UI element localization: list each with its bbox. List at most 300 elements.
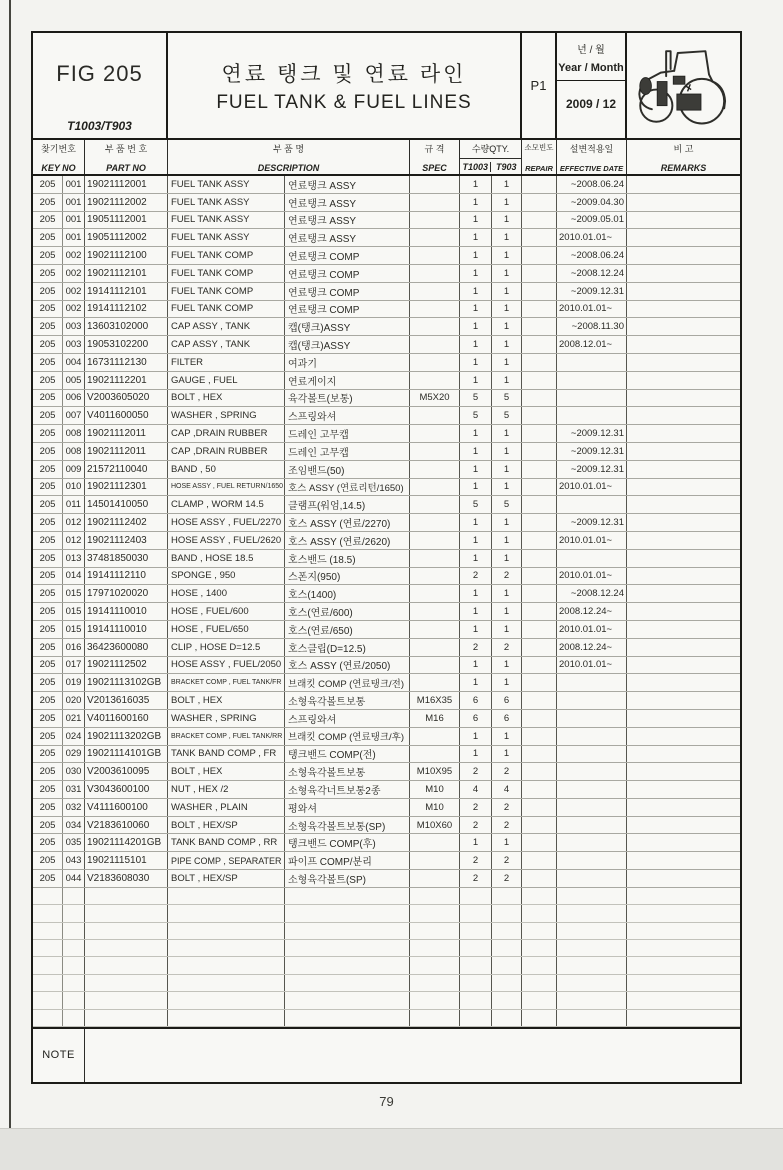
cell-qty-t903: 1 — [492, 283, 522, 300]
cell-key-no: 205 — [33, 621, 63, 638]
cell-effective-date — [557, 746, 627, 763]
cell-description-korean: 스프링와셔 — [285, 407, 410, 424]
cell-repair — [522, 425, 557, 442]
cell-repair — [522, 461, 557, 478]
cell-description-korean: 연료탱크 ASSY — [285, 212, 410, 229]
cell-repair — [522, 674, 557, 691]
cell-spec: M10X95 — [410, 763, 460, 780]
cell-spec — [410, 194, 460, 211]
cell-description-korean: 소형육각볼트보통 — [285, 692, 410, 709]
table-row — [33, 657, 740, 675]
column-header-description-ko: 부 품 명 — [272, 144, 305, 154]
cell-remarks — [627, 870, 740, 887]
cell-key-no: 205 — [33, 176, 63, 193]
cell-part-no: 19021113202GB — [85, 728, 168, 745]
page-title-korean: 연료 탱크 및 연료 라인 — [221, 62, 467, 86]
note-row — [33, 1027, 740, 1082]
cell-effective-date: 2010.01.01~ — [557, 301, 627, 318]
cell-remarks — [627, 603, 740, 620]
cell-qty-t903: 1 — [492, 318, 522, 335]
cell-key-sub-no: 020 — [63, 692, 85, 709]
cell-qty-t1003: 1 — [460, 674, 492, 691]
cell-description-korean-empty — [285, 975, 410, 991]
cell-effective-date: ~2009.04.30 — [557, 194, 627, 211]
cell-qty-t903: 1 — [492, 532, 522, 549]
cell-key-no: 205 — [33, 834, 63, 851]
cell-spec — [410, 621, 460, 638]
cell-description-english: BRACKET COMP , FUEL TANK/FR — [168, 674, 285, 691]
cell-qty-t1003: 2 — [460, 639, 492, 656]
cell-repair — [522, 336, 557, 353]
year-month-value: 2009 / 12 — [565, 97, 617, 111]
cell-effective-date: ~2009.12.31 — [557, 425, 627, 442]
cell-effective-date — [557, 781, 627, 798]
cell-key-no: 205 — [33, 283, 63, 300]
cell-description-english: FUEL TANK ASSY — [168, 176, 285, 193]
cell-qty-t1003: 1 — [460, 728, 492, 745]
cell-key-no: 205 — [33, 852, 63, 869]
cell-effective-date-empty — [557, 957, 627, 973]
cell-spec — [410, 229, 460, 246]
empty-table-row — [33, 992, 740, 1009]
cell-effective-date-empty — [557, 940, 627, 956]
cell-qty-t1003: 1 — [460, 176, 492, 193]
cell-spec — [410, 176, 460, 193]
cell-qty-t903: 1 — [492, 585, 522, 602]
cell-spec-empty — [410, 975, 460, 991]
cell-key-sub-no: 001 — [63, 212, 85, 229]
cell-description-english: CAP ,DRAIN RUBBER — [168, 443, 285, 460]
cell-description-korean: 호스 ASSY (연료리턴/1650) — [285, 479, 410, 496]
table-row — [33, 354, 740, 372]
cell-qty-t1003: 6 — [460, 710, 492, 727]
cell-description-english: HOSE , FUEL/650 — [168, 621, 285, 638]
cell-remarks — [627, 746, 740, 763]
cell-repair — [522, 194, 557, 211]
cell-spec: M5X20 — [410, 390, 460, 407]
cell-spec-empty — [410, 905, 460, 921]
cell-description-english-empty — [168, 940, 285, 956]
cell-key-no: 205 — [33, 407, 63, 424]
cell-description-korean: 탱크밴드 COMP(전) — [285, 746, 410, 763]
table-row — [33, 443, 740, 461]
cell-remarks — [627, 817, 740, 834]
cell-qty-t1003: 1 — [460, 229, 492, 246]
cell-description-english: WASHER , SPRING — [168, 407, 285, 424]
cell-repair — [522, 265, 557, 282]
cell-remarks — [627, 621, 740, 638]
cell-remarks — [627, 194, 740, 211]
cell-repair — [522, 781, 557, 798]
cell-part-no: 19021112011 — [85, 425, 168, 442]
page-code: P1 — [522, 33, 557, 138]
cell-remarks — [627, 550, 740, 567]
cell-key-sub-no: 011 — [63, 496, 85, 513]
cell-effective-date: ~2009.12.31 — [557, 443, 627, 460]
cell-spec — [410, 425, 460, 442]
header-band — [33, 33, 740, 140]
cell-key-sub-no: 044 — [63, 870, 85, 887]
cell-repair — [522, 301, 557, 318]
cell-qty-t903: 1 — [492, 443, 522, 460]
table-row — [33, 817, 740, 835]
cell-key-no: 205 — [33, 657, 63, 674]
cell-qty-t903: 2 — [492, 817, 522, 834]
cell-key-sub-no: 003 — [63, 336, 85, 353]
cell-description-korean: 연료게이지 — [285, 372, 410, 389]
column-header-remarks-ko: 비 고 — [673, 144, 694, 154]
cell-repair — [522, 710, 557, 727]
cell-key-sub-no: 015 — [63, 585, 85, 602]
cell-key-sub-no: 006 — [63, 390, 85, 407]
cell-key-sub-no: 003 — [63, 318, 85, 335]
table-row — [33, 247, 740, 265]
cell-repair-empty — [522, 905, 557, 921]
cell-qty-t1003-empty — [460, 905, 492, 921]
cell-qty-t903: 2 — [492, 799, 522, 816]
cell-qty-t1003: 1 — [460, 425, 492, 442]
table-row — [33, 763, 740, 781]
cell-qty-t903: 1 — [492, 621, 522, 638]
table-row — [33, 692, 740, 710]
cell-description-korean: 소형육각볼트보통 — [285, 763, 410, 780]
table-row — [33, 870, 740, 888]
cell-remarks-empty — [627, 940, 740, 956]
cell-spec — [410, 265, 460, 282]
cell-part-no: 36423600080 — [85, 639, 168, 656]
cell-key-no-empty — [33, 940, 63, 956]
title-box — [168, 33, 522, 138]
cell-part-no-empty — [85, 888, 168, 904]
cell-qty-t1003: 1 — [460, 443, 492, 460]
column-header-spec-en: SPEC — [422, 163, 447, 173]
cell-effective-date — [557, 354, 627, 371]
cell-key-sub-no: 008 — [63, 443, 85, 460]
cell-description-english: BAND , HOSE 18.5 — [168, 550, 285, 567]
cell-repair-empty — [522, 992, 557, 1008]
cell-qty-t903: 2 — [492, 870, 522, 887]
cell-description-korean: 파이프 COMP/분리 — [285, 852, 410, 869]
cell-part-no: V3043600100 — [85, 781, 168, 798]
cell-description-korean: 호스 ASSY (연료/2620) — [285, 532, 410, 549]
cell-remarks — [627, 692, 740, 709]
cell-qty-t1003: 1 — [460, 212, 492, 229]
table-row — [33, 194, 740, 212]
cell-key-sub-no: 016 — [63, 639, 85, 656]
cell-qty-t1003-empty — [460, 940, 492, 956]
table-row — [33, 176, 740, 194]
cell-key-sub-no: 024 — [63, 728, 85, 745]
cell-effective-date: 2010.01.01~ — [557, 657, 627, 674]
cell-spec — [410, 870, 460, 887]
cell-spec — [410, 407, 460, 424]
cell-key-no: 205 — [33, 372, 63, 389]
empty-table-row — [33, 957, 740, 974]
cell-remarks — [627, 372, 740, 389]
cell-description-korean: 브래킷 COMP (연료탱크/후) — [285, 728, 410, 745]
table-row — [33, 407, 740, 425]
cell-spec — [410, 301, 460, 318]
cell-key-no: 205 — [33, 639, 63, 656]
cell-effective-date: ~2009.12.31 — [557, 283, 627, 300]
cell-spec: M16X35 — [410, 692, 460, 709]
cell-key-sub-no: 014 — [63, 568, 85, 585]
cell-part-no: 19053102200 — [85, 336, 168, 353]
table-row — [33, 674, 740, 692]
cell-remarks — [627, 710, 740, 727]
cell-effective-date: ~2008.06.24 — [557, 247, 627, 264]
cell-part-no-empty — [85, 957, 168, 973]
cell-remarks — [627, 425, 740, 442]
figure-box — [33, 33, 168, 138]
table-row — [33, 461, 740, 479]
cell-qty-t1003: 6 — [460, 692, 492, 709]
cell-remarks — [627, 728, 740, 745]
cell-description-korean: 호스밴드 (18.5) — [285, 550, 410, 567]
cell-effective-date — [557, 407, 627, 424]
table-row — [33, 710, 740, 728]
cell-description-korean: 평와셔 — [285, 799, 410, 816]
cell-qty-t903: 5 — [492, 407, 522, 424]
cell-qty-t1003: 1 — [460, 301, 492, 318]
table-row — [33, 301, 740, 319]
cell-key-no-empty — [33, 888, 63, 904]
cell-part-no: V2183610060 — [85, 817, 168, 834]
cell-description-english: BOLT , HEX/SP — [168, 817, 285, 834]
cell-key-sub-no: 032 — [63, 799, 85, 816]
cell-description-korean: 소형육각볼트(SP) — [285, 870, 410, 887]
page-number: 79 — [379, 1094, 394, 1109]
table-row — [33, 496, 740, 514]
cell-qty-t903-empty — [492, 1010, 522, 1026]
cell-description-korean: 호스(연료/650) — [285, 621, 410, 638]
figure-number: FIG 205 — [56, 61, 143, 86]
column-header-key-no-ko: 찾기번호 — [41, 144, 76, 154]
cell-key-no: 205 — [33, 496, 63, 513]
cell-qty-t1003: 1 — [460, 746, 492, 763]
cell-qty-t1003-empty — [460, 957, 492, 973]
cell-qty-t1003: 2 — [460, 852, 492, 869]
cell-key-no: 205 — [33, 763, 63, 780]
cell-repair — [522, 407, 557, 424]
table-body — [33, 176, 740, 888]
cell-effective-date: ~2008.12.24 — [557, 265, 627, 282]
cell-key-no: 205 — [33, 336, 63, 353]
cell-repair — [522, 870, 557, 887]
column-header-remarks-en: REMARKS — [660, 163, 707, 173]
cell-remarks — [627, 585, 740, 602]
cell-qty-t1003: 1 — [460, 621, 492, 638]
cell-remarks-empty — [627, 1010, 740, 1026]
cell-qty-t903: 1 — [492, 336, 522, 353]
cell-key-sub-no-empty — [63, 1010, 85, 1026]
table-row — [33, 852, 740, 870]
table-row — [33, 585, 740, 603]
cell-key-no: 205 — [33, 568, 63, 585]
cell-description-korean-empty — [285, 992, 410, 1008]
cell-remarks — [627, 639, 740, 656]
cell-key-sub-no: 012 — [63, 532, 85, 549]
cell-effective-date — [557, 496, 627, 513]
cell-part-no-empty — [85, 975, 168, 991]
column-header-repair-en: REPAIR — [525, 164, 553, 173]
cell-spec-empty — [410, 1010, 460, 1026]
cell-description-english-empty — [168, 1010, 285, 1026]
cell-key-sub-no: 002 — [63, 301, 85, 318]
cell-description-english: WASHER , SPRING — [168, 710, 285, 727]
cell-key-no: 205 — [33, 212, 63, 229]
cell-description-korean-empty — [285, 1010, 410, 1026]
cell-part-no: 19141112102 — [85, 301, 168, 318]
cell-key-no: 205 — [33, 301, 63, 318]
table-row — [33, 746, 740, 764]
cell-part-no: 37481850030 — [85, 550, 168, 567]
cell-key-sub-no: 002 — [63, 265, 85, 282]
cell-remarks — [627, 301, 740, 318]
cell-description-english-empty — [168, 975, 285, 991]
cell-description-korean-empty — [285, 905, 410, 921]
cell-spec-empty — [410, 957, 460, 973]
note-label: NOTE — [33, 1029, 85, 1082]
cell-qty-t903-empty — [492, 992, 522, 1008]
cell-qty-t903: 1 — [492, 301, 522, 318]
cell-key-no-empty — [33, 923, 63, 939]
cell-part-no: 19021112011 — [85, 443, 168, 460]
cell-part-no: 19051112001 — [85, 212, 168, 229]
cell-spec — [410, 336, 460, 353]
column-header-spec — [410, 140, 460, 174]
cell-qty-t1003-empty — [460, 992, 492, 1008]
empty-table-row — [33, 888, 740, 905]
column-header-description-en: DESCRIPTION — [257, 163, 320, 173]
cell-description-english: FUEL TANK COMP — [168, 283, 285, 300]
note-content — [85, 1029, 740, 1082]
cell-qty-t1003: 5 — [460, 407, 492, 424]
cell-part-no: 19141110010 — [85, 603, 168, 620]
cell-description-korean: 탱크밴드 COMP(후) — [285, 834, 410, 851]
cell-key-no: 205 — [33, 247, 63, 264]
cell-repair — [522, 603, 557, 620]
cell-repair — [522, 834, 557, 851]
cell-part-no: 19021112100 — [85, 247, 168, 264]
cell-description-english: WASHER , PLAIN — [168, 799, 285, 816]
cell-description-english-empty — [168, 888, 285, 904]
cell-qty-t903: 1 — [492, 372, 522, 389]
cell-description-korean: 캡(탱크)ASSY — [285, 336, 410, 353]
cell-description-english: GAUGE , FUEL — [168, 372, 285, 389]
cell-description-english: HOSE ASSY , FUEL/2270 — [168, 514, 285, 531]
cell-part-no: V4111600100 — [85, 799, 168, 816]
cell-part-no: 14501410050 — [85, 496, 168, 513]
cell-qty-t903: 1 — [492, 265, 522, 282]
cell-remarks — [627, 781, 740, 798]
cell-key-no: 205 — [33, 461, 63, 478]
cell-description-korean: 호스(1400) — [285, 585, 410, 602]
cell-key-sub-no-empty — [63, 957, 85, 973]
cell-part-no: 19021115101 — [85, 852, 168, 869]
cell-part-no: 19141110010 — [85, 621, 168, 638]
table-row — [33, 728, 740, 746]
cell-qty-t903: 6 — [492, 710, 522, 727]
cell-qty-t903: 1 — [492, 834, 522, 851]
cell-description-korean: 연료탱크 COMP — [285, 265, 410, 282]
cell-description-english: FUEL TANK COMP — [168, 301, 285, 318]
table-row — [33, 621, 740, 639]
cell-remarks-empty — [627, 992, 740, 1008]
table-row — [33, 568, 740, 586]
cell-effective-date — [557, 550, 627, 567]
cell-description-english: NUT , HEX /2 — [168, 781, 285, 798]
empty-table-row — [33, 975, 740, 992]
empty-rows-area — [33, 888, 740, 1027]
cell-effective-date: ~2008.12.24 — [557, 585, 627, 602]
table-row — [33, 514, 740, 532]
cell-key-sub-no-empty — [63, 888, 85, 904]
cell-description-english: BOLT , HEX — [168, 763, 285, 780]
cell-key-no: 205 — [33, 425, 63, 442]
cell-repair — [522, 496, 557, 513]
column-header-effective-date-en: EFFECTIVE DATE — [559, 164, 624, 173]
cell-qty-t1003-empty — [460, 923, 492, 939]
cell-qty-t903-empty — [492, 905, 522, 921]
cell-spec — [410, 247, 460, 264]
cell-description-korean-empty — [285, 923, 410, 939]
column-header-repair — [522, 140, 557, 174]
cell-repair — [522, 799, 557, 816]
cell-part-no: V2183608030 — [85, 870, 168, 887]
column-header-effective-date — [557, 140, 627, 174]
cell-repair — [522, 479, 557, 496]
scan-bottom-band — [0, 1128, 783, 1170]
cell-description-english: HOSE , FUEL/600 — [168, 603, 285, 620]
cell-repair — [522, 229, 557, 246]
cell-description-korean: 드레인 고무캡 — [285, 443, 410, 460]
cell-effective-date-empty — [557, 1010, 627, 1026]
cell-key-no-empty — [33, 975, 63, 991]
cell-qty-t903: 1 — [492, 746, 522, 763]
cell-part-no: 19141112101 — [85, 283, 168, 300]
cell-description-english-empty — [168, 957, 285, 973]
cell-effective-date: ~2008.11.30 — [557, 318, 627, 335]
cell-qty-t1003-empty — [460, 1010, 492, 1026]
cell-qty-t1003: 1 — [460, 318, 492, 335]
cell-description-english-empty — [168, 905, 285, 921]
cell-effective-date — [557, 728, 627, 745]
cell-effective-date — [557, 799, 627, 816]
cell-key-no: 205 — [33, 390, 63, 407]
cell-key-no: 205 — [33, 265, 63, 282]
cell-repair — [522, 763, 557, 780]
cell-effective-date — [557, 852, 627, 869]
cell-description-korean: 연료탱크 COMP — [285, 247, 410, 264]
cell-repair — [522, 550, 557, 567]
cell-remarks-empty — [627, 905, 740, 921]
cell-description-korean: 브래킷 COMP (연료탱크/전) — [285, 674, 410, 691]
cell-key-sub-no: 021 — [63, 710, 85, 727]
cell-effective-date — [557, 834, 627, 851]
cell-description-korean-empty — [285, 888, 410, 904]
cell-key-no: 205 — [33, 674, 63, 691]
cell-description-korean: 호스 ASSY (연료/2270) — [285, 514, 410, 531]
cell-repair — [522, 692, 557, 709]
cell-remarks — [627, 283, 740, 300]
cell-repair — [522, 728, 557, 745]
column-header-key-no — [33, 140, 85, 174]
cell-repair — [522, 212, 557, 229]
cell-key-sub-no-empty — [63, 905, 85, 921]
cell-remarks — [627, 212, 740, 229]
cell-key-no: 205 — [33, 746, 63, 763]
